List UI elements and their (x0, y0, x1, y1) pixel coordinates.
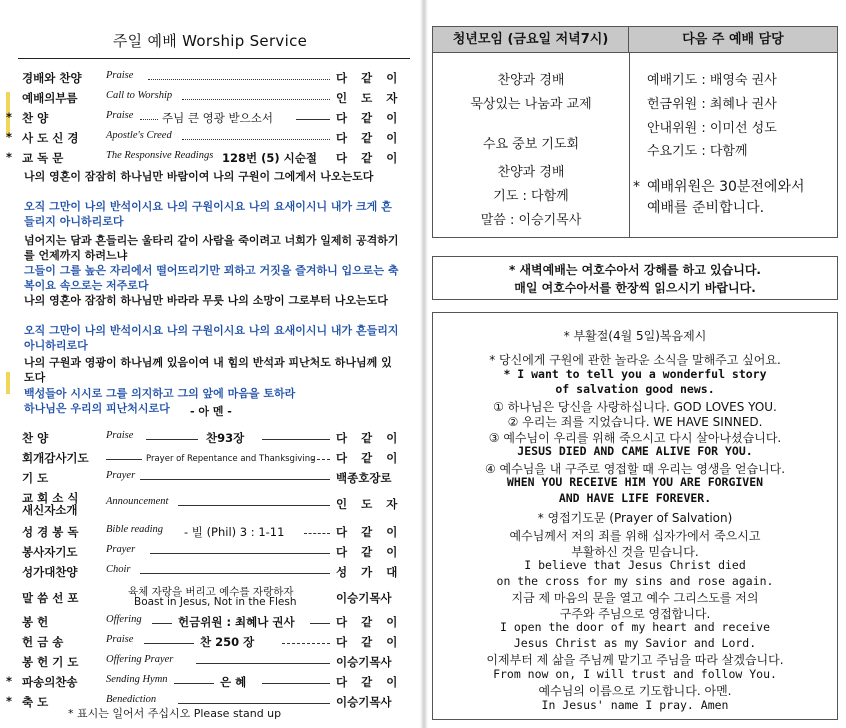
prayer-line: In Jesus' name I pray. Amen (541, 697, 729, 712)
prayer-line: Jesus Christ as my Savior and Lord. (513, 635, 757, 650)
order-row-announcement: 교 회 소 식 새신자소개 Announcement 인 도 자 (22, 491, 403, 517)
gospel-line: * 당신에게 구원에 관한 놀라운 소식을 말해주고 싶어요. (489, 353, 781, 367)
prayer-line: on the cross for my sins and rose again. (496, 573, 774, 588)
gospel-box (432, 312, 838, 720)
order-row-choir: 성가대찬양 Choir 성 가 대 (22, 564, 403, 579)
worship-order-page (0, 0, 420, 728)
order-row-servant-prayer: 봉사자기도 Prayer 다 같 이 (22, 544, 403, 559)
schedule-box: 청년모임 (금요일 저녁7시) 다음 주 예배 담당 찬양과 경배 묵상있는 나눔과 교제 수요 중보 기도회 찬양과 경배 기도 : 다함께 말씀 : 이승기목사 예배기도 : 배영숙 권사 헌금위원 : 최혜나 권사 안내위원 : 이미선 성도 수요기도 : 다함께 * 예배위원은 30분전에와서 예배를 준비합니다. (432, 26, 838, 238)
gospel-line: AND HAVE LIFE FOREVER. (558, 490, 712, 505)
prayer-line: 구주와 주님으로 영접합니다. (559, 606, 711, 621)
responsive-reading-leader: 나의 영혼아 잠잠히 하나님만 바라라 무릇 나의 소망이 그로부터 나오는도다 (24, 294, 388, 307)
duty-line: 예배기도 : 배영숙 권사 (647, 73, 777, 88)
order-row-apostles-creed: * 사 도 신 경 Apostle's Creed 다 같 이 (6, 130, 403, 145)
order-row-prayer: 기 도 Prayer 백종호장로 (22, 470, 392, 485)
prayer-line: 이제부터 제 삶을 주님께 맡기고 주님을 따라 살겠습니다. (486, 653, 784, 667)
prayer-line: I believe that Jesus Christ died (524, 558, 746, 572)
page-title: 주일 예배 Worship Service (112, 32, 308, 50)
order-row-call-to-worship: 예배의부름 Call to Worship 인 도 자 (22, 90, 403, 105)
prayer-title: * 영접기도문 (Prayer of Salvation) (537, 511, 733, 525)
next-week-duty-header: 다음 주 예배 담당 (629, 27, 837, 53)
order-row-responsive-reading: * 교 독 문 The Responsive Readings 128번 (5) 시순절 다 같 이 (6, 150, 403, 165)
gospel-line: JESUS DIED AND CAME ALIVE FOR YOU. (517, 444, 753, 458)
responsive-reading-leader: 넘어지는 담과 흔들리는 울타리 같이 사람을 죽이려고 너희가 일제히 공격하기를 언제까지 하려느냐 (24, 234, 399, 262)
responsive-reading-leader: 나의 영혼이 잠잠히 하나님만 바람이여 나의 구원이 그에게서 나오는도다 (24, 170, 374, 183)
wednesday-line: 기도 : 다함께 (493, 189, 569, 204)
dawn-service-line: 매일 여호수아서를 한장씩 읽으시기 바랍니다. (514, 281, 756, 295)
gospel-line: * I want to tell you a wonderful story (503, 366, 767, 381)
youth-line: 묵상있는 나눔과 교제 (470, 97, 592, 112)
order-row-sending-hymn: * 파송의찬송 Sending Hymn 은 혜 다 같 이 (6, 674, 403, 689)
responsive-reading-congregation: 백성들아 시시로 그를 의지하고 그의 앞에 마음을 토하라 하나님은 우리의 피난처시로다 (24, 387, 296, 415)
prayer-line: 예수님의 이름으로 기도합니다. 아멘. (538, 684, 732, 698)
responsive-reading-congregation: 그들이 그를 높은 자리에서 떨어뜨리기만 꾀하고 거짓을 즐겨하니 입으로는 축복이요 속으로는 저주로다 (24, 264, 399, 292)
gospel-line: ② 우리는 죄를 지었습니다. WE HAVE SINNED. (507, 415, 763, 429)
title-divider (18, 58, 410, 59)
order-row-hymn: * 찬 양 Praise 주님 큰 영광 받으소서 다 같 이 (6, 110, 403, 125)
gospel-line: WHEN YOU RECEIVE HIM YOU ARE FORGIVEN (506, 475, 764, 489)
prayer-line: I open the door of my heart and receive (499, 620, 771, 634)
youth-line: 찬양과 경배 (497, 73, 565, 88)
order-row-benediction: * 축 도 Benediction 이승기목사 (6, 694, 392, 709)
gospel-line: ③ 예수님이 우리를 위해 죽으시고 다시 살아나셨습니다. (488, 430, 782, 445)
prayer-line: 부활하신 것을 믿습니다. (571, 544, 699, 559)
wednesday-prayer-title: 수요 중보 기도회 (482, 137, 580, 152)
order-row-repentance-prayer: 회개감사기도 Prayer of Repentance and Thanksgiving 다 같 이 (22, 451, 403, 465)
order-row-sermon: 말 씀 선 포 육체 자랑을 버리고 예수를 자랑하자 Boast in Jesus, Not in the Flesh 이승기목사 (22, 586, 392, 608)
duty-line: 헌금위원 : 최혜나 권사 (647, 97, 777, 112)
wednesday-line: 찬양과 경배 (497, 165, 565, 180)
wednesday-line: 말씀 : 이승기목사 (480, 213, 582, 228)
responsive-reading-congregation: 오직 그만이 나의 반석이시요 나의 구원이시요 나의 요새이시니 내가 크게 흔들리지 아니하리로다 (24, 200, 392, 228)
prayer-line: 지금 제 마음의 문을 열고 예수 그리스도를 저의 (511, 591, 759, 605)
dawn-service-line: * 새벽예배는 여호수아서 강해를 하고 있습니다. (509, 263, 761, 277)
order-row-offering-hymn: 헌 금 송 Praise 찬 250 장 다 같 이 (22, 634, 403, 649)
order-row-praise: 찬 양 Praise 찬93장 다 같 이 (22, 430, 403, 445)
prayer-line: 예수님께서 저의 죄를 위해 십자가에서 죽으시고 (509, 529, 761, 543)
order-row-offering-prayer: 봉 헌 기 도 Offering Prayer 이승기목사 (22, 654, 392, 669)
page-spine (420, 0, 428, 728)
order-row-offering: 봉 헌 Offering 헌금위원 : 최혜나 권사 다 같 이 (22, 614, 403, 629)
prayer-line: From now on, I will trust and follow You. (493, 666, 777, 681)
duty-line: 수요기도 : 다함께 (647, 144, 748, 159)
column-divider (629, 53, 630, 237)
gospel-line: ① 하나님은 당신을 사랑하십니다. GOD LOVES YOU. (493, 399, 777, 414)
duty-line: 안내위원 : 이미선 성도 (647, 121, 777, 136)
gospel-line: ④ 예수님을 내 구주로 영접할 때 우리는 영생을 얻습니다. (484, 461, 786, 476)
order-row-praise: 경배와 찬양 Praise 다 같 이 (22, 70, 403, 85)
gospel-line: of salvation good news. (555, 382, 715, 396)
highlight-mark (6, 372, 10, 394)
gospel-title: * 부활절(4월 5일)복음제시 (563, 329, 707, 343)
responsive-reading-congregation: 오직 그만이 나의 반석이시요 나의 구원이시요 나의 요새이시니 내가 흔들리지 아니하리로다 (24, 324, 399, 352)
order-row-scripture-reading: 성 경 봉 독 Bible reading - 빌 (Phil) 3 : 1-11 다 같 이 (22, 524, 403, 539)
youth-meeting-header: 청년모임 (금요일 저녁7시) (433, 27, 629, 53)
dawn-service-box (432, 256, 838, 300)
stand-up-footnote: * 표시는 일어서 주십시오 Please stand up (68, 707, 282, 720)
amen-line: - 아 멘 - (190, 405, 232, 418)
announcements-page (428, 0, 846, 728)
responsive-reading-leader: 나의 구원과 영광이 하나님께 있음이여 내 힘의 반석과 피난처도 하나님께 있도다 (24, 356, 392, 384)
